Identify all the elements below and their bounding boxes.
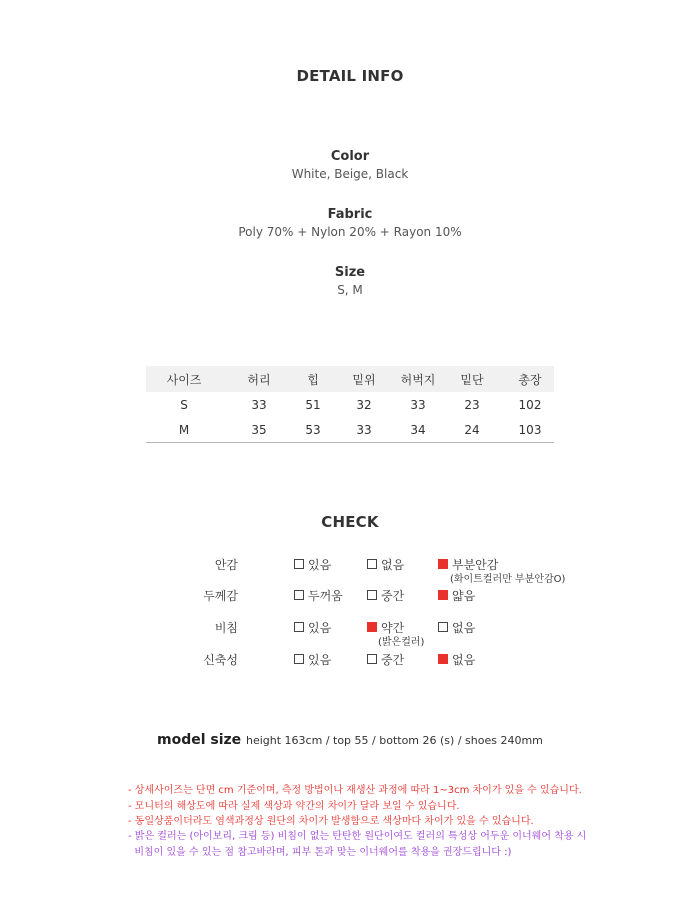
table-cell: 33 [330,417,398,443]
checked-box-icon [438,654,448,664]
check-option: 없음 [438,619,475,636]
size-table-header [146,366,554,392]
check-note: (밝은컬러) [378,637,425,648]
size-label: Size [334,265,366,280]
table-header-cell: 밑단 [438,366,506,392]
check-option-selected: 약간 [367,619,404,636]
checkbox-icon [294,590,304,600]
table-header-cell: 밑위 [330,366,398,392]
check-option: 없음 [367,556,404,573]
check-option-selected: 부분안감 [438,556,498,573]
table-cell: 53 [296,417,330,443]
checkbox-icon [438,622,448,632]
table-cell: 35 [222,417,296,443]
check-option-selected: 없음 [438,651,475,668]
table-cell: 23 [464,397,480,412]
checked-box-icon [438,590,448,600]
table-cell: 51 [305,397,321,412]
notice-line: - 동일상품이더라도 염색과정상 원단의 차이가 발생함으로 색상마다 차이가 있을 수 있습니다. [128,816,534,827]
checked-box-icon [438,559,448,569]
table-row [146,417,554,443]
table-cell: 24 [438,417,506,443]
check-note: (화이트컬러만 부분안감O) [450,574,566,585]
notice-line: - 모니터의 해상도에 따라 실제 색상과 약간의 차이가 달라 보일 수 있습니다. [128,801,460,812]
table-cell: S [180,397,188,412]
check-option: 있음 [294,556,331,573]
table-cell: 103 [506,417,554,443]
fabric-value: Poly 70% + Nylon 20% + Rayon 10% [238,225,462,239]
table-cell: M [146,417,222,443]
checkbox-icon [367,590,377,600]
table-header-cell: 사이즈 [146,366,222,392]
check-label-lining: 안감 [214,558,238,572]
checkbox-icon [294,559,304,569]
table-header-cell: 허리 [222,366,296,392]
fabric-label: Fabric [327,207,373,222]
table-row [146,392,554,417]
size-value: S, M [337,283,363,297]
detail-info-title: DETAIL INFO [296,67,404,85]
check-option: 중간 [367,651,404,668]
table-cell: 33 [410,397,426,412]
check-option-selected: 얇음 [438,587,475,604]
notice-line: - 상세사이즈는 단면 cm 기준이며, 측정 방법이나 재생산 과정에 따라 1~3cm 차이가 있을 수 있습니다. [128,785,582,796]
table-header-cell: 총장 [506,366,554,392]
checkbox-icon [367,654,377,664]
checkbox-icon [367,559,377,569]
check-title: CHECK [321,513,379,531]
check-option: 있음 [294,619,331,636]
check-option: 중간 [367,587,404,604]
table-header-cell: 힙 [296,366,330,392]
color-label: Color [330,149,370,164]
check-option: 두꺼움 [294,587,343,604]
check-label-sheerness: 비침 [214,621,238,635]
table-cell: 102 [518,397,542,412]
check-label-stretch: 신축성 [203,653,238,667]
check-option: 있음 [294,651,331,668]
table-header-cell: 허벅지 [398,366,438,392]
table-cell: 32 [356,397,372,412]
model-size-title: model size [157,732,242,748]
checked-box-icon [367,622,377,632]
size-table [146,366,554,443]
table-cell: 34 [398,417,438,443]
color-value: White, Beige, Black [291,167,409,181]
notice-line: 비침이 있을 수 있는 점 참고바라며, 피부 톤과 맞는 이너웨어를 착용을 권장드립니다 :) [128,847,512,858]
checkbox-icon [294,622,304,632]
checkbox-icon [294,654,304,664]
check-label-thickness: 두께감 [203,589,238,603]
notice-line: - 밝은 컬러는 (아이보리, 크림 등) 비침이 없는 탄탄한 원단이여도 컬러의 특성상 어두운 이너웨어 착용 시 [128,831,587,842]
model-size-value: height 163cm / top 55 / bottom 26 (s) / shoes 240mm [246,734,543,747]
table-cell: 33 [251,397,267,412]
